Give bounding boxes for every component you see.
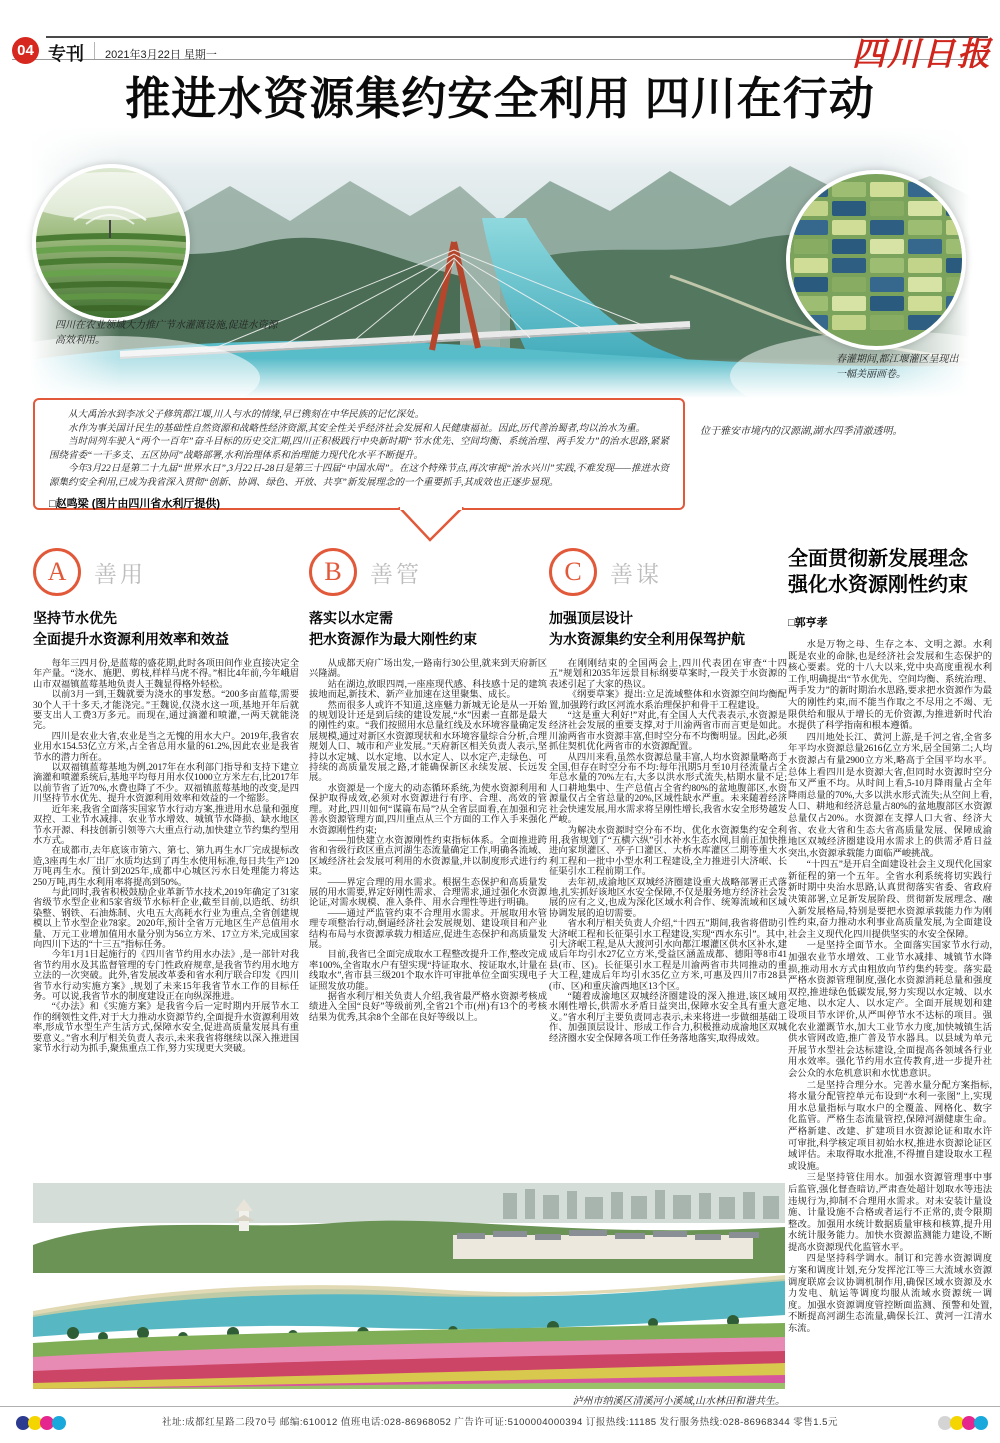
paragraph: 据省水利厅相关负责人介绍,我省最严格水资源考核成绩进入全国“良好”等级前列,全省21个市(州)有13个的考核结果为优秀,其余8个全部在良好等级以上。 — [309, 992, 547, 1023]
bottom-photo — [33, 1183, 785, 1389]
masthead-logo: 四川日报 — [852, 37, 992, 73]
section-title-a-line2: 全面提升水资源利用效率和效益 — [33, 631, 229, 647]
paragraph: 当时间列车驶入“两个一百年”奋斗目标的历史交汇期,四川正积极践行中央新时期“节水优先、空间均衡、系统治理、两手发力”的治水思路,紧紧围绕省委“一干多支、五区协同”战略部署,水利治理体系和治理能力现代化水平不断提升。 — [49, 437, 669, 461]
paragraph: “随着成渝地区双城经济圈建设的深入推进,该区域用水刚性增长,供需水矛盾日益突出,保障水安全具有重大意义。”省水利厅主要负责同志表示,未来将进一步做细基础工作、加强顶层设计、形成工作合力,积极推动成渝地区双城经济圈水安全保障各项工作任务落地落实,取得成效。 — [549, 992, 787, 1044]
photo-caption-dujiangyan: 春灌期间,都江堰灌区呈现出一幅美丽画卷。 — [836, 354, 959, 380]
section-header-a — [33, 548, 299, 596]
registration-dot-cyan — [974, 1416, 988, 1430]
section-badge-a: A — [33, 548, 81, 596]
paragraph: “十四五”是开启全面建设社会主义现代化国家新征程的第一个五年。全省水利系统将切实践行新时期中央治水思路,认真贯彻落实省委、省政府决策部署,立足新发展阶段、贯彻新发展理念、融入新发展格局,特别是要把水资源承载能力作为刚性约束,奋力推动水利事业高质量发展,为全面建设社会主义现代化四川提供坚实的水安全保障。 — [788, 860, 992, 940]
issue-date: 2021年3月22日 星期一 — [105, 49, 217, 61]
paragraph: 省水利厅相关负责人介绍,“十四五”期间,我省将借助引大济岷工程和长征渠引水工程建设,实现“西水东引”。其中,引大济岷工程,是从大渡河引水向都江堰灌区供水区补水,建成后年均引水27亿立方米,受益区涵盖成都、德阳等8市41县(市、区)。长征渠引水工程是川渝两省市共同推动的重大工程,建成后年均引水35亿立方米,可惠及四川7市28县(市、区)和重庆渝西地区13个区。 — [549, 919, 787, 992]
header-divider — [94, 42, 95, 59]
paragraph: 去年初,成渝地区双城经济圈建设重大战略部署正式落地,扎实抓好该地区水安全保障,不仅是服务地方经济社会发展的应有之义,也成为深化区域水利合作、统筹流域和区域协调发展的迫切需要。 — [549, 877, 787, 919]
paragraph: 在成都市,去年底该市第六、第七、第九再生水厂完成提标改造,3座再生水厂出厂水质均达到了再生水使用标准,每日共生产120万吨再生水。预计到2025年,成都中心城区污水日处理能力将达250万吨,再生水利用率将提高到50%。 — [33, 846, 299, 888]
speech-bubble-tail — [398, 507, 464, 543]
paragraph: ——通过严监管约束不合理用水需求。开展取用水管理专项整治行动,倒逼经济社会发展规划、建设项目和产业结构布局与水资源承载力相适应,促进生态保护和高质量发展。 — [309, 908, 547, 950]
section-title-a — [33, 608, 299, 650]
inset-photo-dujiangyan — [786, 170, 966, 350]
main-headline: 推进水资源集约安全利用 四川在行动 — [125, 73, 875, 124]
photo-caption-hanyuan-lake: 位于雅安市境内的汉源湖,湖水四季清澈透明。 — [700, 426, 903, 437]
paragraph: 二是坚持合理分水。完善水量分配方案指标,将水量分配管控单元布设到“水利一张图”上,实现用水总量指标与取水户的全覆盖、网格化、数字化监管。严格生态流量管控,保障河湖健康生命。严格新建、改建、扩建项目水资源论证和取水许可审批,科学核定项目初始水权,推进水资源论证区域评估。未取得取水批准,不得擅自建设取水工程或设施。 — [788, 1080, 992, 1172]
color-registration-dots-right — [938, 1416, 986, 1430]
registration-dot-cyan — [52, 1416, 66, 1430]
color-registration-dots-left — [16, 1416, 64, 1430]
opinion-byline: □郭亨孝 — [788, 617, 828, 629]
section-column-shanmou — [549, 548, 787, 1164]
paragraph: ——加快建立水资源刚性约束指标体系。全面推进跨省和省级行政区重点河湖生态流量确定工作,明确各流域、区域经济社会发展可利用的水资源量,并以制度形式进行约束。 — [309, 835, 547, 878]
footer-text: 社址:成都红星路二段70号 邮编:610012 值班电话:028-86968052 广告许可证:5100004000394 订报热线:11185 发行服务热线:028-86968344 零售1.5元 — [162, 1417, 838, 1428]
paragraph: 以前3月一到,王魏就要为浇水的事发愁。“200多亩蓝莓,需要30个人干十多天,才能浇完。”王魏说,仅浇水这一项,基地开年后就要支出人工费3万多元。而现在,通过滴灌和喷灌,一两天就能浇完。 — [33, 690, 299, 732]
paragraph: 四是坚持科学调水。制订和完善水资源调度方案和调度计划,充分发挥沱江等三大流域水资源调度联席会议协调机制作用,确保区域水资源及水力发电、航运等调度均服从流域水资源统一调度。加强水资源调度管控断面监测、预警和处置,不断提高河湖生态流量,确保长江、黄河一江清水东流。 — [788, 1254, 992, 1335]
paragraph: 今年3月22日是第二十九届“世界水日”,3月22日-28日是第三十四届“中国水周”。在这个特殊节点,再次审视“治水兴川”实践,不难发现——推进水资源集约安全利用,已成为我省深入贯彻“创新、协调、绿色、开放、共享”新发展理念的一个重要抓手,其成效也正逐步显现。 — [49, 464, 669, 488]
section-title-b-line2: 把水资源作为最大刚性约束 — [309, 631, 477, 647]
section-badge-c: C — [549, 548, 597, 596]
section-title-b-line1: 落实以水定需 — [309, 610, 393, 626]
paragraph: 每年三四月份,是蓝莓的盛花期,此时各项田间作业直接决定全年产量。“浇水、施肥、剪枝,样样马虎不得。”相比4年前,今年峨眉山市双福镇蓝莓基地负责人王魏显得格外轻松。 — [33, 659, 299, 690]
paragraph: 站在湖边,放眼四周,一座座现代感、科技感十足的建筑拔地而起,新技术、新产业加速在这里聚集、成长。 — [309, 679, 547, 701]
section-body-b — [309, 659, 547, 1023]
section-column-shanyong — [33, 548, 299, 1164]
opinion-column — [788, 546, 992, 1432]
irrigation-field-illustration — [36, 168, 186, 318]
section-title-c — [549, 608, 787, 650]
paragraph: “《办法》和《实施方案》是我省今后一定时期内开展节水工作的纲领性文件,对于大力推动水资源节约,全面提升水资源利用效率,形成节水型生产生活方式,保障水安全,促进高质量发展具有重要意义。”省水利厅相关负责人表示,未来我省将继续以深入推进国家节水行动为抓手,聚焦重点工作,努力实现更大突破。 — [33, 1002, 299, 1055]
aerial-farmland-illustration — [790, 174, 962, 346]
flower-fields-illustration — [33, 1183, 785, 1389]
header-rule-top — [46, 36, 988, 38]
opinion-title — [788, 546, 992, 598]
paragraph: 与此同时,我省积极鼓励企业革新节水技术,2019年确定了31家省级节水型企业和5家省级节水标杆企业,截至目前,以造纸、纺织染整、钢铁、石油炼制、火电五大高耗水行业为重点,全省创建规模以上节水型企业78家。2020年,预计全省万元地区生产总值用水量、万元工业增加值用水量分别为56立方米、17立方米,完成国家向四川下达的“十三五”指标任务。 — [33, 887, 299, 950]
intro-paragraphs — [49, 409, 669, 490]
opinion-title-line2: 强化水资源刚性约束 — [788, 574, 968, 596]
intro-box — [33, 398, 685, 510]
paragraph: 从大禹治水到李冰父子修筑都江堰,川人与水的情缘,早已镌刻在中华民族的记忆深处。 — [68, 410, 425, 420]
paragraph: 四川地处长江、黄河上游,是千河之省,全省多年平均水资源总量2616亿立方米,居全国第二;人均水资源占有量2900立方米,略高于全国平均水平。总体上看四川是水资源大省,但同时水资源时空分布又严重不均。从时间上看,5-10月降雨量占全年降雨总量的70%,大多以洪水形式流失;从空间上看,人口、耕地和经济总量占80%的盆地腹部区水资源总量仅占20%。水资源在支撑人口大省、经济大省、农业大省和生态大省高质量发展、保障成渝地区双城经济圈建设用水需求上的供需矛盾日益突出,水资源承载能力面临严峻挑战。 — [788, 732, 992, 859]
section-body-c — [549, 659, 787, 1044]
paragraph: 水作为事关国计民生的基础性自然资源和战略性经济资源,其安全性关乎经济社会发展和人民健康福祉。因此,历代善治蜀者,均以治水为重。 — [68, 423, 646, 434]
photo-caption-irrigation: 四川在农业领域大力推广节水灌溉设施,促进水资源高效利用。 — [55, 320, 278, 346]
paragraph: 以双福镇蓝莓基地为例,2017年在水利部门指导和支持下建立滴灌和喷灌系统后,基地平均每月用水仅1000立方米左右,比2017年以前节省了近70%,水费也降了不少。双福镇蓝莓基地的改变,是四川坚持节水优先、提升水资源利用效率和效益的一个缩影。 — [33, 763, 299, 805]
section-body-a — [33, 659, 299, 1054]
paragraph: 今年1月1日起施行的《四川省节约用水办法》,是一部针对我省节约用水及其监督管理的专门性政府规章,是我省节约用水地方立法的一次突破。此外,省发展改革委和省水利厅联合印发《四川省节水行动实施方案》,规划了未来15年我省节水工作的目标任务。可以说,我省节水的制度建设正在向纵深推进。 — [33, 950, 299, 1002]
paragraph: 《纲要草案》提出:立足流域整体和水资源空间均衡配置,加强跨行政区河流水系治理保护和骨干工程建设。 — [549, 690, 787, 711]
section-badge-b: B — [309, 548, 357, 596]
section-tag-a: 善用 — [94, 560, 146, 587]
section-header-c — [549, 548, 787, 596]
paragraph: 四川是农业大省,农业是当之无愧的用水大户。2019年,我省农业用水154.53亿立方米,占全省总用水量的61.2%,因此农业是我省节水的潜力所在。 — [33, 731, 299, 763]
section-tag-c: 善谋 — [610, 560, 662, 587]
section-tag-b: 善管 — [370, 560, 422, 587]
paragraph: 在刚刚结束的全国两会上,四川代表团在审查“十四五”规划和2035年远景目标纲要草案时,一段关于水资源的表述引起了大家的热议。 — [549, 659, 787, 690]
footer-rule — [0, 1406, 1000, 1407]
bottom-photo-caption: 泸州市纳溪区清溪河小溪域,山水林田和谐共生。 — [572, 1396, 785, 1407]
paragraph: 三是坚持管住用水。加强水资源管理事中事后监管,强化督查暗访,严肃查处超计划取水等违法违规行为,抑制不合理用水需求。对未安装计量设施、计量设施不合格或者运行不正常的,责令限期整改。加强用水统计数据质量审核和核算,提升用水统计服务能力。加快水资源监测能力建设,不断提高水资源现代化监管水平。 — [788, 1173, 992, 1253]
paragraph: “这是重大利好!”对此,有全国人大代表表示,水资源是经济社会发展的重要支撑,对于川渝两省市而言更是如此。川渝两省市水资源丰富,但时空分布不均衡明显。因此,必须抓住契机优化两省市的水资源配置。 — [549, 711, 787, 753]
opinion-title-line1: 全面贯彻新发展理念 — [788, 548, 968, 570]
inset-photo-irrigation — [32, 164, 190, 322]
paragraph: 水是万物之母、生存之本、文明之源。水利既是农业的命脉,也是经济社会发展和生态保护的核心要素。党的十八大以来,党中央高度重视水利工作,明确提出“节水优先、空间均衡、系统治理、两手发力”的新时期治水思路,要求把水资源作为最大的刚性约束,而不能当作取之不尽用之不竭、无限供给和服从于增长的无价资源,为推进新时代治水提供了科学指南和根本遵循。 — [788, 640, 992, 732]
section-title-c-line2: 为水资源集约安全利用保驾护航 — [549, 631, 745, 647]
section-column-shanguan — [309, 548, 547, 1164]
paragraph: ——界定合理的用水需求。根据生态保护和高质量发展的用水需要,界定好刚性需求、合理需求,通过强化水资源论证,对需水规模、准入条件、用水合理性等进行明确。 — [309, 877, 547, 909]
paragraph: 从四川来看,虽然水资源总量丰富,人均水资源量略高于全国,但存在时空分布不均:每年汛期5月至10月径流量占全年总水量的70%左右,大多以洪水形式流失,枯期水量不足;人口耕地集中、生产总值占全省约80%的盆地腹部区,水资源量仅占全省总量的20%,区域性缺水严重。未来随着经济社会快速发展,用水需求将呈刚性增长,我省水安全形势越发严峻。 — [549, 752, 787, 826]
hero-photo — [30, 126, 970, 398]
section-title-a-line1: 坚持节水优先 — [33, 610, 117, 626]
paragraph: 目前,我省已全面完成取水工程整改提升工作,整改完成率100%,全省取水户有望实现“持证取水、按证取水,计量在线取水”,省市县三级201个取水许可审批单位全面实现电子证照发放功能。 — [309, 950, 547, 992]
paragraph: 水资源是一个庞大的动态循环系统,为使水资源利用和保护取得成效,必须对水资源进行有序、合理、高效的管理。对此,四川如何“谋篇布局”?从全省层面看,在加强和完善水资源管理方面,四川重点从三个方面的工作入手来强化水资源刚性约束; — [309, 783, 547, 836]
paragraph: 近年来,我省全面落实国家节水行动方案,推进用水总量和强度双控、工业节水减排、农业节水增效、城镇节水降损、缺水地区节水开源、科技创新引领等六大重点行动,加快建立节约集约型用水方式。 — [33, 804, 299, 846]
paragraph: 为解决水资源时空分布不均、优化水资源集约安全利用,我省规划了“五横六纵”引水补水生态水网,目前正加快推进向家坝灌区、亭子口灌区、大桥水库灌区二期等重大水利工程和一批中小型水利工程建设,全力推进引大济岷、长征渠引水工程前期工作。 — [549, 825, 787, 878]
section-title-b — [309, 608, 547, 650]
opinion-body — [788, 640, 992, 1336]
section-label: 专刊 — [48, 44, 84, 64]
paragraph: 一是坚持全面节水。全面落实国家节水行动,加强农业节水增效、工业节水减排、城镇节水降损,推动用水方式由粗放向节约集约转变。落实最严格水资源管理制度,强化水资源消耗总量和强度双控,推进绿色低碳发展,努力实现以水定城、以水定地、以水定人、以水定产。全面开展规划和建设项目节水评价,从严叫停节水不达标的项目。强化农业灌溉节水,加大工业节水力度,加快城镇生活供水管网改造,推广普及节水器具。以县域为单元开展节水型社会达标建设,全面提高各领域各行业用水效率。强化节约用水宣传教育,进一步提升社会公众的水危机意识和水忧患意识。 — [788, 941, 992, 1079]
paragraph: 从成都天府广场出发,一路南行30公里,就来到天府新区兴隆湖。 — [309, 659, 547, 680]
section-title-c-line1: 加强顶层设计 — [549, 610, 633, 626]
intro-byline: □赵鸣梁 (图片由四川省水利厅提供) — [49, 498, 221, 510]
paragraph: 然而很多人或许不知道,这座魅力新城无论是从一开始的规划设计还是到后续的建设发展,“水”因素一直都是最大的刚性约束。“我们按照用水总量红线及水环境容量确定发展规模,通过对新区水资源现状和水环境容量综合分析,合理规划人口、城市和产业发展。”天府新区相关负责人表示,坚持以水定城、以水定地、以水定人、以水定产,走绿色、可持续的高质量发展之路,才能确保新区永续发展、长远发展。 — [309, 700, 547, 784]
section-header-b — [309, 548, 547, 596]
page-number-badge: 04 — [12, 37, 39, 64]
